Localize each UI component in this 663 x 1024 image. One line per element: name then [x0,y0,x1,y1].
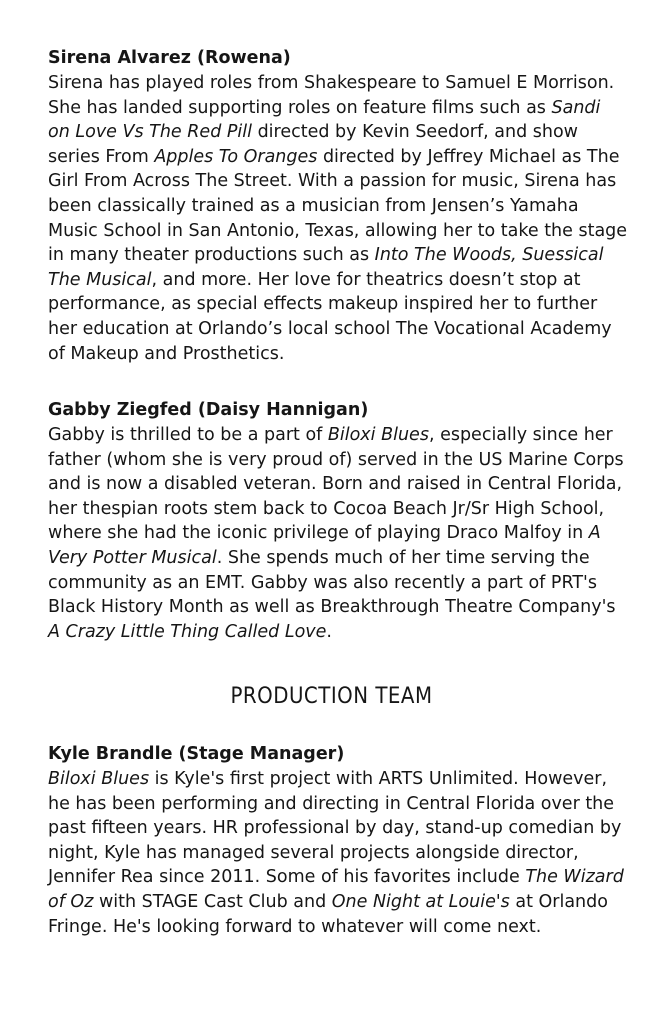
text-line: night, Kyle has managed several projects alongside director, [48,842,579,863]
text-line: Very Potter Musical. She spends much of her time serving the [48,547,590,568]
text-line: and is now a disabled veteran. Born and raised in Central Florida, [48,474,623,495]
italic-title: Apples To Oranges [154,146,318,167]
bio-sirena-alvarez [48,46,648,366]
italic-title: Biloxi Blues [327,425,429,445]
text-line: where she had the iconic privilege of playing Draco Malfoy in A [48,523,601,544]
bio-name: Gabby Ziegfed (Daisy Hannigan) [48,400,369,420]
bio-name: Kyle Brandle (Stage Manager) [48,744,345,764]
italic-title: A Crazy Little Thing Called Love [48,621,327,642]
text-line: on Love Vs The Red Pill directed by Kevin Seedorf, and show [48,122,578,143]
text-line: of Oz with STAGE Cast Club and One Night at Louie's at Orlando [48,891,608,912]
bio-gabby-ziegfed [48,398,648,644]
text-line: A Crazy Little Thing Called Love. [48,621,332,642]
italic-title: A [588,523,601,544]
text-line: Fringe. He's looking forward to whatever will come next. [48,916,542,937]
text-line: father (whom she is very proud of) served in the US Marine Corps [48,449,624,470]
text-line: her thespian roots stem back to Cocoa Beach Jr/Sr High School, [48,498,605,519]
bio-kyle-brandle [48,742,648,939]
bio-text [48,423,648,644]
text-line: Sirena has played roles from Shakespeare to Samuel E Morrison. [48,73,615,93]
text-line: her education at Orlando’s local school The Vocational Academy [48,318,612,339]
bio-text [48,71,648,366]
text-line: in many theater productions such as Into The Woods, Suessical [48,245,604,266]
text-line: She has landed supporting roles on feature films such as Sandi [48,97,601,118]
text-line: performance, as special effects makeup inspired her to further [48,294,598,315]
bio-name: Sirena Alvarez (Rowena) [48,48,291,68]
italic-title: Into The Woods, Suessical [374,245,604,266]
italic-title: of Oz [48,891,94,912]
italic-title: on Love Vs The Red Pill [48,122,253,143]
italic-title: The Wizard [525,867,624,888]
text-line: of Makeup and Prosthetics. [48,343,285,364]
italic-title: Very Potter Musical [48,547,217,568]
text-line: Girl From Across The Street. With a passion for music, Sirena has [48,171,617,192]
text-line: he has been performing and directing in Central Florida over the [48,793,615,814]
text-line: Biloxi Blues is Kyle's first project with ARTS Unlimited. However, [48,769,608,789]
italic-title: Biloxi Blues [48,769,150,789]
italic-title: One Night at Louie's [331,891,510,912]
text-line: Music School in San Antonio, Texas, allowing her to take the stage [48,220,628,241]
text-line: been classically trained as a musician from Jensen’s Yamaha [48,195,579,216]
text-line: The Musical, and more. Her love for theatrics doesn’t stop at [48,269,581,290]
text-line: Black History Month as well as Breakthrough Theatre Company's [48,597,616,618]
italic-title: The Musical [48,269,152,290]
text-line: past fifteen years. HR professional by day, stand-up comedian by [48,818,622,839]
italic-title: Sandi [551,97,601,118]
section-heading-production-team: PRODUCTION TEAM [230,684,433,709]
bio-text [48,767,648,939]
text-line: community as an EMT. Gabby was also recently a part of PRT's [48,572,597,593]
text-line: Jennifer Rea since 2011. Some of his favorites include The Wizard [48,867,624,888]
text-line: series From Apples To Oranges directed by Jeffrey Michael as The [48,146,620,167]
text-line: Gabby is thrilled to be a part of Biloxi Blues, especially since her [48,425,613,445]
